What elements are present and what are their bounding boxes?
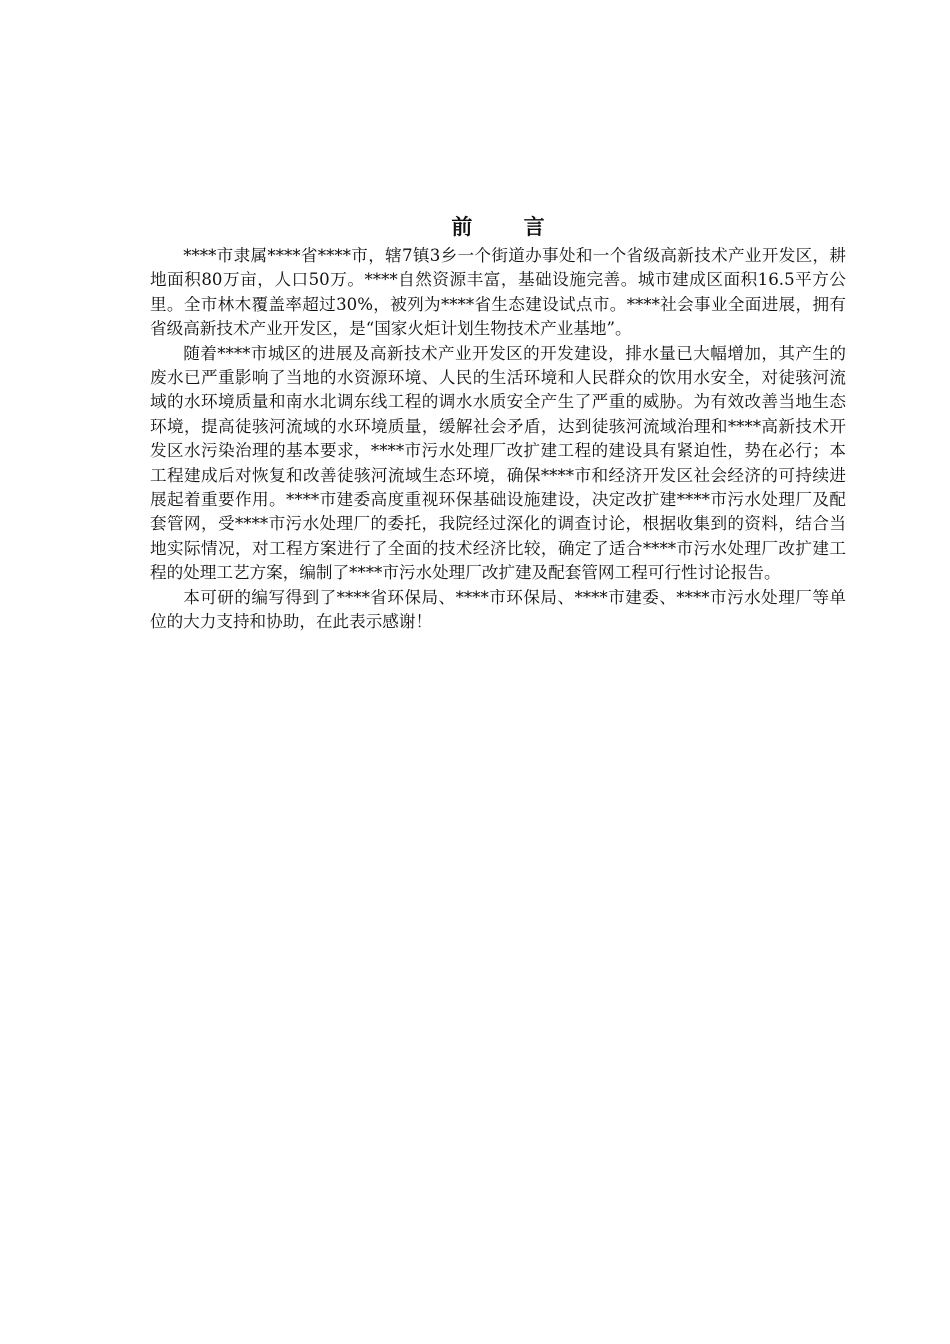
paragraph-intro: ****市隶属****省****市，辖7镇3乡一个街道办事处和一个省级高新技术产业开发区，耕地面积80万亩，人口50万。****自然资源丰富，基础设施完善。城市建成区面积16.5平方公里。全市林木覆盖率超过30%，被列为****省生态建设试点市。****社会事业全面进展，拥有省级高新技术产业开发区，是“国家火炬计划生物技术产业基地”。 (150, 246, 846, 339)
page-title: 前 言 (451, 215, 567, 239)
document-body (150, 212, 846, 635)
paragraph-background: 随着****市城区的进展及高新技术产业开发区的开发建设，排水量已大幅增加，其产生的废水已严重影响了当地的水资源环境、人民的生活环境和人民群众的饮用水安全，对徒骇河流域的水环境质量和南水北调东线工程的调水水质安全产生了严重的威胁。为有效改善当地生态环境，提高徒骇河流域的水环境质量，缓解社会矛盾，达到徒骇河流域治理和****高新技术开发区水污染治理的基本要求，****市污水处理厂改扩建工程的建设具有紧迫性，势在必行；本工程建成后对恢复和改善徒骇河流域生态环境，确保****市和经济开发区社会经济的可持续进展起着重要作用。****市建委高度重视环保基础设施建设，决定改扩建****市污水处理厂及配套管网，受****市污水处理厂的委托，我院经过深化的调查讨论，根据收集到的资料，结合当地实际情况，对工程方案进行了全面的技术经济比较，确定了适合****市污水处理厂改扩建工程的处理工艺方案，编制了****市污水处理厂改扩建及配套管网工程可行性讨论报告。 (150, 343, 846, 583)
paragraph-acknowledgement: 本可研的编写得到了****省环保局、****市环保局、****市建委、****市污水处理厂等单位的大力支持和协助，在此表示感谢！ (150, 587, 846, 632)
